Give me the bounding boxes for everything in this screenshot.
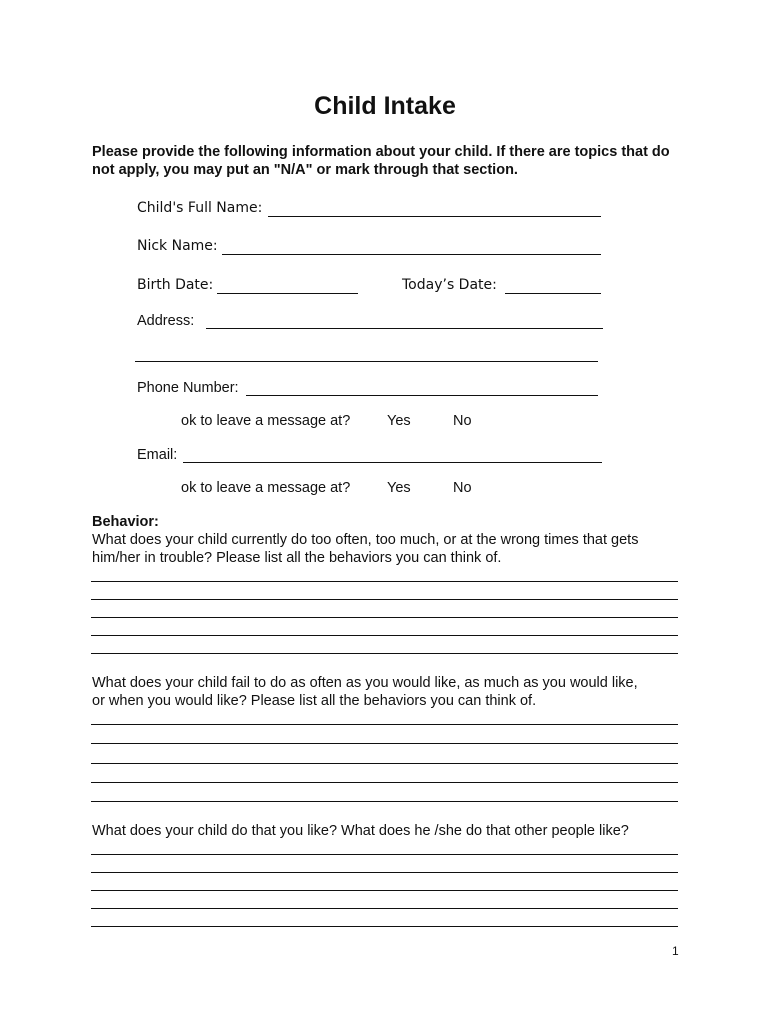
email-message-question: ok to leave a message at? (181, 480, 351, 496)
answer-line[interactable] (91, 599, 678, 600)
answer-line[interactable] (91, 908, 678, 909)
answer-line[interactable] (91, 854, 678, 855)
full-name-label: Child's Full Name: (137, 200, 263, 216)
address-label: Address: (137, 313, 195, 329)
behavior-question-3: What does your child do that you like? What does he /she do that other people like? (92, 823, 629, 839)
page-title: Child Intake (314, 92, 456, 120)
behavior-heading: Behavior: (92, 514, 159, 530)
todays-date-field[interactable] (505, 293, 601, 294)
answer-line[interactable] (91, 724, 678, 725)
phone-message-no-option[interactable]: No (453, 413, 472, 429)
full-name-field[interactable] (268, 216, 601, 217)
todays-date-label: Today’s Date: (402, 277, 497, 293)
answer-line[interactable] (91, 581, 678, 582)
phone-number-label: Phone Number: (137, 380, 239, 396)
nick-name-field[interactable] (222, 254, 601, 255)
answer-line[interactable] (91, 782, 678, 783)
answer-line[interactable] (91, 653, 678, 654)
address-field-line-2[interactable] (135, 361, 598, 362)
phone-message-question: ok to leave a message at? (181, 413, 351, 429)
email-message-no-option[interactable]: No (453, 480, 472, 496)
address-field-line-1[interactable] (206, 328, 603, 329)
intro-instructions: Please provide the following information about your child. If there are topics that do not apply, you may put an "N/A" or mark through that section. (92, 144, 670, 178)
answer-line[interactable] (91, 801, 678, 802)
nick-name-label: Nick Name: (137, 238, 218, 254)
answer-line[interactable] (91, 890, 678, 891)
birth-date-field[interactable] (217, 293, 358, 294)
email-message-yes-option[interactable]: Yes (387, 480, 411, 496)
birth-date-label: Birth Date: (137, 277, 214, 293)
email-label: Email: (137, 447, 178, 463)
phone-number-field[interactable] (246, 395, 598, 396)
phone-message-yes-option[interactable]: Yes (387, 413, 411, 429)
answer-line[interactable] (91, 763, 678, 764)
answer-line[interactable] (91, 872, 678, 873)
answer-line[interactable] (91, 926, 678, 927)
behavior-question-2: What does your child fail to do as often as you would like, as much as you would like, or when you would like? Please list all the behaviors you can think of. (92, 675, 638, 709)
answer-line[interactable] (91, 635, 678, 636)
answer-line[interactable] (91, 617, 678, 618)
page-number: 1 (672, 944, 679, 958)
answer-line[interactable] (91, 743, 678, 744)
behavior-question-1: What does your child currently do too often, too much, or at the wrong times that gets him/her in trouble? Please list all the behaviors you can think of. (92, 532, 639, 566)
email-field[interactable] (183, 462, 602, 463)
